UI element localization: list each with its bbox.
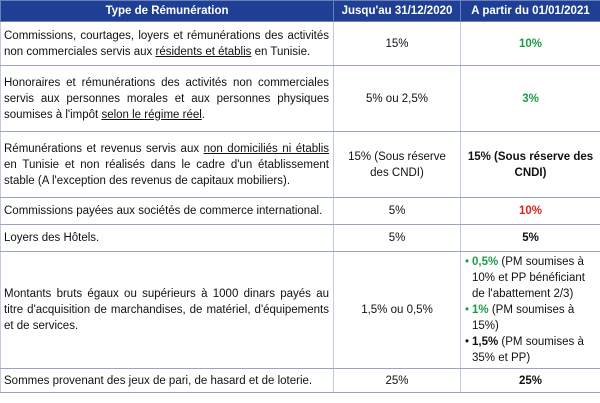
rate-from-list — [461, 252, 600, 369]
row-description: Honoraires et rémunérations des activités non commerciales servis aux personnes morales et aux personnes physiques soumises à l'impôt selon le régime réel. — [1, 66, 334, 132]
rate-from: 15% (Sous réserve des CNDI) — [461, 132, 600, 198]
header-row — [1, 1, 600, 22]
header-from: A partir du 01/01/2021 — [461, 1, 600, 22]
table-row — [1, 132, 600, 198]
rate-from: 25% — [461, 369, 600, 393]
rate-item: • 0,5% (PM soumises à 10% et PP bénéficiant de l'abattement 2/3) — [465, 254, 596, 302]
header-type: Type de Rémunération — [1, 1, 334, 22]
table-row — [1, 66, 600, 132]
table-row — [1, 198, 600, 225]
rate-from: 10% — [461, 22, 600, 66]
row-description: Commissions payées aux sociétés de commerce international. — [1, 198, 334, 225]
rate-until: 25% — [334, 369, 461, 393]
rate-until: 15% — [334, 22, 461, 66]
rate-item: • 1% (PM soumises à 15%) — [465, 302, 596, 334]
table-row — [1, 22, 600, 66]
table-row — [1, 252, 600, 369]
row-description: Loyers des Hôtels. — [1, 225, 334, 252]
rate-item: • 1,5% (PM soumises à 35% et PP) — [465, 334, 596, 366]
rate-until: 5% — [334, 225, 461, 252]
row-description: Commissions, courtages, loyers et rémunérations des activités non commerciales servis aux résidents et établis en Tunisie. — [1, 22, 334, 66]
header-until: Jusqu'au 31/12/2020 — [334, 1, 461, 22]
rate-until: 15% (Sous réserve des CNDI) — [334, 132, 461, 198]
row-description: Sommes provenant des jeux de pari, de hasard et de loterie. — [1, 369, 334, 393]
rate-from: 3% — [461, 66, 600, 132]
table-row — [1, 225, 600, 252]
row-description: Montants bruts égaux ou supérieurs à 1000 dinars payés au titre d'acquisition de marchandises, de matériel, d'équipements et de services. — [1, 252, 334, 369]
table-row — [1, 369, 600, 393]
rate-from: 10% — [461, 198, 600, 225]
rate-until: 5% ou 2,5% — [334, 66, 461, 132]
row-description: Rémunérations et revenus servis aux non domiciliés ni établis en Tunisie et non réalisés dans le cadre d'un établissement stable (A l'exception des revenus de capitaux mobiliers). — [1, 132, 334, 198]
rate-until: 5% — [334, 198, 461, 225]
rate-from: 5% — [461, 225, 600, 252]
rate-until: 1,5% ou 0,5% — [334, 252, 461, 369]
